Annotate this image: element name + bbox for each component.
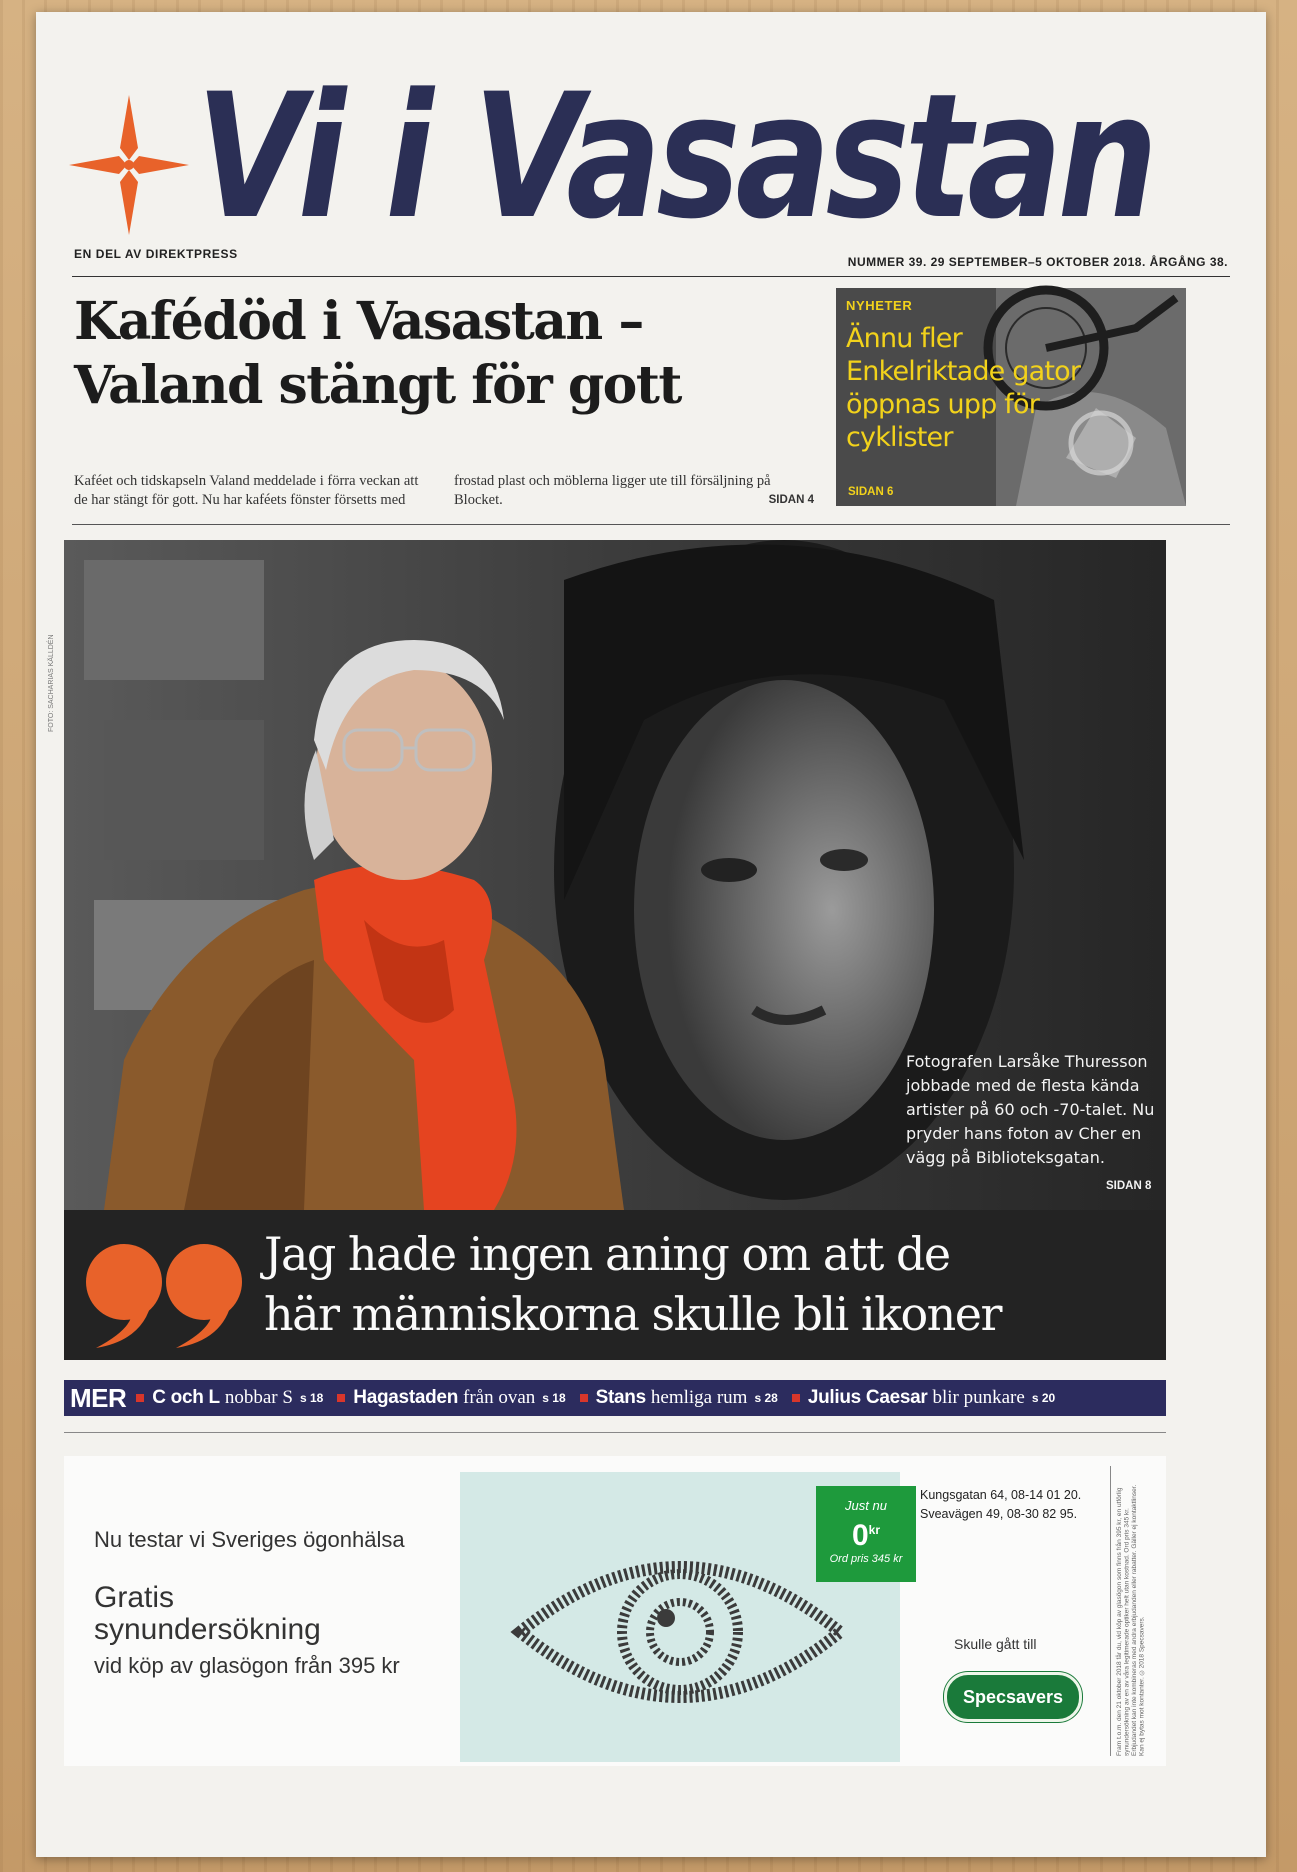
ad-headline-line2: synundersökning <box>94 1613 321 1646</box>
more-item[interactable] <box>788 1387 1055 1409</box>
ad-address: Kungsgatan 64, 08-14 01 20. <box>920 1488 1082 1502</box>
quote-text <box>264 1224 1154 1344</box>
ad-price-badge <box>816 1486 916 1582</box>
divider <box>1110 1466 1111 1756</box>
price-value <box>816 1513 916 1553</box>
lead-page-ref: SIDAN 4 <box>768 494 814 506</box>
more-item-page: s 18 <box>299 1391 324 1405</box>
advertisement[interactable] <box>64 1456 1166 1766</box>
ad-address: Sveavägen 49, 08-30 82 95. <box>920 1507 1078 1521</box>
divider <box>72 524 1230 525</box>
newspaper-page <box>36 12 1266 1857</box>
lead-text <box>74 472 814 510</box>
ad-kicker: Nu testar vi Sveriges ögonhälsa <box>94 1527 405 1552</box>
compass-star-icon <box>64 90 194 240</box>
photo-caption: Fotografen Larsåke Thuresson jobbade med de flesta kända artister på 60 och -70-talet. Nu pryder hans foton av Cher en vägg på Biblioteksgatan. <box>906 1052 1155 1167</box>
more-item[interactable] <box>576 1387 778 1409</box>
price-ordinary: Ord pris 345 kr <box>829 1553 903 1565</box>
caption-page-ref: SIDAN 8 <box>1106 1180 1152 1192</box>
news-page-ref: SIDAN 6 <box>848 486 894 498</box>
quote-line1: Jag hade ingen aning om att de <box>264 1227 950 1281</box>
masthead-title: Vi i Vasastan <box>196 56 1154 257</box>
brand-logo[interactable]: Specsavers <box>944 1672 1082 1722</box>
bullet-icon <box>136 1394 144 1402</box>
more-item-desc: nobbar S <box>224 1387 293 1408</box>
tagline: EN DEL AV DIREKTPRESS <box>74 247 238 261</box>
bullet-icon <box>337 1394 345 1402</box>
lead-body: Kaféet och tidskapseln Valand meddelade i förra veckan att de har stängt för gott. Nu har kaféets fönster försetts med frostad plast och möblerna ligger ute till försäljning på Blocket. <box>74 473 771 508</box>
price-unit: kr <box>868 1523 881 1537</box>
divider <box>72 276 1230 277</box>
more-item[interactable] <box>333 1387 565 1409</box>
photo-credit: FOTO: SACHARIAS KÄLLDÉN <box>48 634 55 732</box>
lead-headline-line1: Kafédöd i Vasastan – <box>74 291 643 352</box>
news-kicker: NYHETER <box>846 298 913 313</box>
more-item-desc: blir punkare <box>932 1387 1025 1408</box>
more-item-page: s 18 <box>542 1391 566 1405</box>
more-item[interactable] <box>132 1387 323 1409</box>
more-item-name: Hagastaden <box>353 1387 458 1408</box>
lead-headline-line2: Valand stängt för gott <box>74 355 681 416</box>
ad-text <box>94 1526 474 1680</box>
ad-headline <box>94 1582 474 1646</box>
news-title: Ännu fler Enkelriktade gator öppnas upp för cyklister <box>846 323 1081 453</box>
ad-cta: Skulle gått till <box>954 1636 1037 1652</box>
price-number: 0 <box>851 1519 869 1552</box>
more-item-desc: hemliga rum <box>650 1387 748 1408</box>
news-box[interactable] <box>836 288 1186 506</box>
bullet-icon <box>792 1394 800 1402</box>
masthead <box>196 56 1196 257</box>
more-strip <box>64 1380 1166 1416</box>
more-item-desc: från ovan <box>463 1387 536 1408</box>
price-label: Just nu <box>845 1498 887 1513</box>
ad-headline-line1: Gratis <box>94 1581 175 1614</box>
quote-line2: här människorna skulle bli ikoner <box>264 1287 1001 1341</box>
bullet-icon <box>580 1394 588 1402</box>
more-label: MER <box>70 1382 127 1413</box>
more-item-name: Julius Caesar <box>807 1387 928 1408</box>
lead-headline[interactable] <box>74 290 814 418</box>
quote-marks-icon <box>82 1230 252 1350</box>
ad-subtext: vid köp av glasögon från 395 kr <box>94 1653 400 1678</box>
more-item-page: s 20 <box>1031 1391 1056 1405</box>
more-item-name: Stans <box>595 1387 646 1408</box>
more-item-page: s 28 <box>754 1391 778 1405</box>
ad-addresses <box>920 1486 1090 1524</box>
more-item-name: C och L <box>152 1387 220 1408</box>
divider <box>64 1432 1166 1433</box>
quote-band[interactable] <box>64 1210 1166 1360</box>
ad-legal-text: Fram t.o.m. den 21 oktober 2018 får du, vid köp av glasögon som finns från 395 kr, en utförlig synundersökning av en av våra legitimerade optiker helt utan kostnad. Ord pris 345 kr. Erbjudandet kan inte kombineras med andra erbjudanden eller rabatter. Gäller ej kontaktlinser. Kan ej bytas mot kontanter. ©2018 Specsavers. <box>1116 1484 1146 1756</box>
issue-info: NUMMER 39. 29 SEPTEMBER–5 OKTOBER 2018. ÅRGÅNG 38. <box>847 255 1228 269</box>
